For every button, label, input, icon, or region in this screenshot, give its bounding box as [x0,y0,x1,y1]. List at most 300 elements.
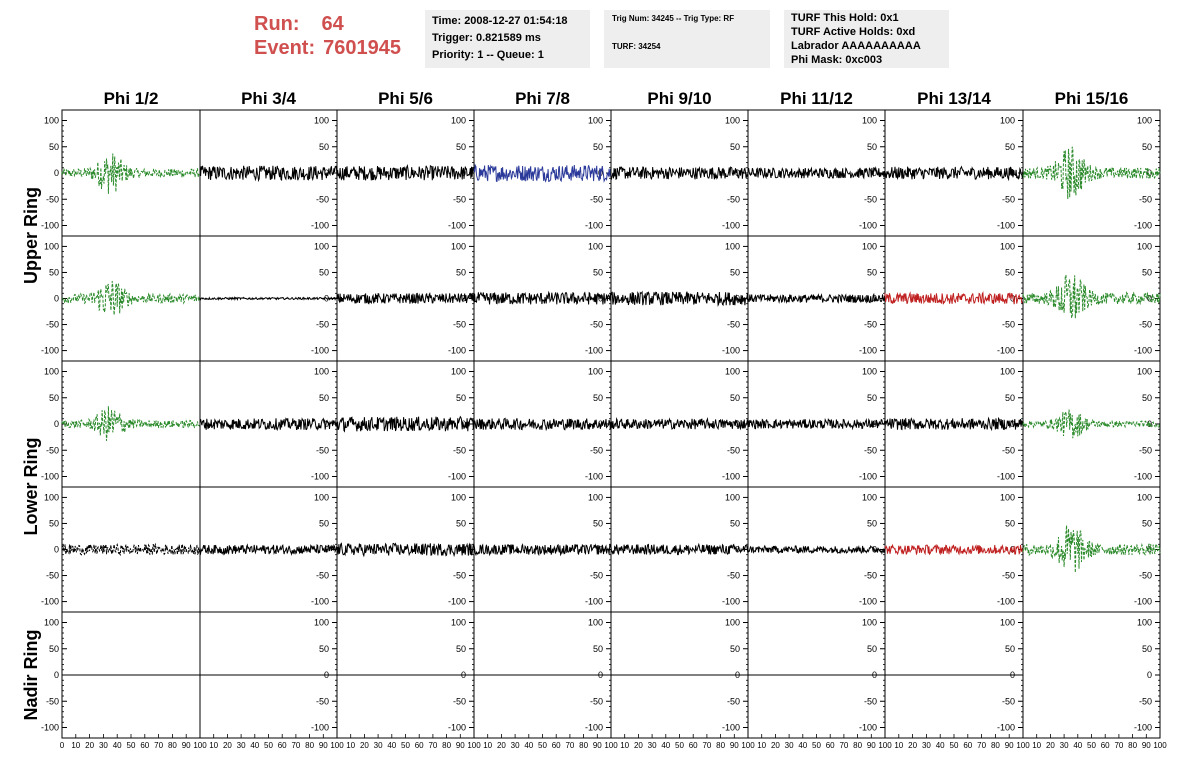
y-tick-label: 100 [313,115,329,126]
y-tick-label: 50 [592,643,603,654]
waveform-trace [611,544,748,554]
y-tick-label: -100 [447,596,466,607]
y-tick-label: 0 [1009,544,1015,555]
y-tick-label: 0 [323,293,329,304]
y-tick-label: 0 [53,168,59,178]
y-tick-label: 100 [43,115,59,126]
y-tick-label: 50 [866,267,877,278]
y-tick-label: 0 [734,670,740,680]
y-tick-label: 0 [460,544,466,555]
y-tick-label: 0 [734,168,740,178]
y-tick-label: 50 [48,141,59,152]
x-tick-label: 40 [935,741,945,750]
y-tick-label: -100 [40,220,59,231]
waveform-trace [885,293,1023,304]
x-tick-label: 40 [250,741,260,750]
y-tick-label: 50 [48,267,59,278]
y-tick-label: -100 [1133,471,1152,482]
trig-num-text: Trig Num: 34245 -- Trig Type: RF [612,14,735,23]
y-tick-label: -100 [310,220,329,231]
y-tick-label: 100 [999,115,1015,126]
time-text: Time: 2008-12-27 01:54:18 [432,15,568,27]
y-tick-label: 50 [1141,267,1152,278]
ring-label: Lower Ring [21,437,41,536]
y-tick-label: -50 [863,319,877,330]
y-tick-label: -50 [452,194,466,205]
waveform-trace [337,166,474,181]
x-tick-label: 40 [798,741,808,750]
y-tick-label: 100 [450,492,466,503]
y-tick-label: 50 [729,141,740,152]
y-tick-label: 50 [455,643,466,654]
x-tick-label: 20 [633,741,643,750]
turf-hold-text: TURF This Hold: 0x1 [791,12,899,24]
x-tick-label: 70 [565,741,575,750]
y-tick-label: -100 [584,596,603,607]
y-tick-label: 100 [861,617,877,628]
waveform-trace [200,298,337,300]
waveform-trace [1023,147,1160,199]
y-tick-label: 0 [1146,670,1152,680]
y-tick-label: -50 [589,445,603,456]
x-tick-label: 30 [510,741,520,750]
x-tick-label: 10 [620,741,630,750]
x-tick-label: 20 [359,741,369,750]
x-tick-label: 60 [963,741,973,750]
y-tick-label: -100 [40,596,59,607]
waveform-trace [1023,525,1160,572]
y-tick-label: 0 [871,293,877,304]
x-tick-label: 40 [387,741,397,750]
column-header: Phi 15/16 [1054,89,1129,108]
x-tick-label: 90 [729,741,739,750]
y-tick-label: -50 [1001,570,1015,581]
y-tick-label: 50 [729,643,740,654]
y-tick-label: -50 [589,319,603,330]
x-tick-label: 30 [373,741,383,750]
y-tick-label: 0 [1146,293,1152,304]
x-tick-label: 70 [1114,741,1124,750]
y-tick-label: -100 [721,596,740,607]
y-tick-label: 50 [455,267,466,278]
y-tick-label: -50 [45,445,59,456]
x-tick-label: 60 [825,741,835,750]
y-tick-label: -100 [310,722,329,733]
y-tick-label: -100 [447,722,466,733]
x-tick-label: 20 [770,741,780,750]
waveform-trace [748,546,885,553]
y-tick-label: 0 [597,670,603,680]
x-tick-label: 10 [757,741,767,750]
y-tick-label: 100 [587,115,603,126]
y-tick-label: -50 [45,194,59,205]
x-tick-label: 20 [222,741,232,750]
x-tick-label: 50 [1087,741,1096,750]
y-tick-label: 100 [43,492,59,503]
turf-text: TURF: 34254 [612,42,661,51]
y-tick-label: -50 [315,570,329,581]
x-tick-label: 30 [236,741,246,750]
trigger-text: Trigger: 0.821589 ms [432,32,541,44]
waveform-trace [62,281,200,315]
y-tick-label: 50 [1004,392,1015,403]
y-tick-label: 0 [1146,168,1152,178]
y-tick-label: -50 [1138,194,1152,205]
y-tick-label: 0 [323,168,329,178]
y-tick-label: -100 [310,471,329,482]
x-tick-label: 100 [330,741,344,750]
y-tick-label: 100 [587,492,603,503]
waveform-trace [885,418,1023,430]
x-tick-label: 10 [209,741,219,750]
x-tick-label: 20 [1045,741,1055,750]
y-tick-label: -100 [996,471,1015,482]
waveform-trace [611,167,748,180]
y-tick-label: 100 [1136,115,1152,126]
waveform-trace [62,544,200,554]
x-tick-label: 100 [878,741,892,750]
y-tick-label: -100 [996,596,1015,607]
waveform-trace [474,544,611,554]
waveform-trace [611,419,748,429]
y-tick-label: -100 [721,471,740,482]
x-tick-label: 80 [853,741,863,750]
y-tick-label: -100 [447,220,466,231]
x-tick-label: 100 [1153,741,1167,750]
y-tick-label: 100 [861,366,877,377]
y-tick-label: 0 [1009,419,1015,429]
y-tick-label: 0 [323,670,329,680]
y-tick-label: 50 [455,392,466,403]
y-tick-label: -100 [996,220,1015,231]
y-tick-label: 50 [318,141,329,152]
y-tick-label: -50 [315,696,329,707]
waveform-trace [1023,410,1160,439]
y-tick-label: 50 [1141,518,1152,529]
y-tick-label: 0 [1146,419,1152,429]
y-tick-label: 50 [866,643,877,654]
y-tick-label: 0 [597,544,603,555]
y-tick-label: 50 [1004,518,1015,529]
y-tick-label: -100 [721,345,740,356]
y-tick-label: 100 [1136,492,1152,503]
y-tick-label: 0 [871,670,877,680]
x-tick-label: 60 [1100,741,1110,750]
priority-text: Priority: 1 -- Queue: 1 [432,49,544,61]
x-tick-label: 100 [193,741,207,750]
y-tick-label: -100 [447,471,466,482]
y-tick-label: -100 [721,220,740,231]
y-tick-label: 100 [999,492,1015,503]
y-tick-label: 0 [734,293,740,304]
x-tick-label: 30 [98,741,108,750]
x-tick-label: 30 [784,741,794,750]
column-header: Phi 9/10 [647,89,712,108]
y-tick-label: -100 [1133,345,1152,356]
y-tick-label: 100 [861,241,877,252]
y-tick-label: 50 [866,518,877,529]
x-tick-label: 80 [305,741,315,750]
y-tick-label: 100 [450,617,466,628]
y-tick-label: -50 [1001,319,1015,330]
x-tick-label: 60 [277,741,287,750]
y-tick-label: -50 [1138,445,1152,456]
y-tick-label: -50 [45,696,59,707]
y-tick-label: 50 [729,267,740,278]
phi-mask-text: Phi Mask: 0xc003 [791,54,883,66]
x-tick-label: 70 [839,741,849,750]
y-tick-label: -50 [452,696,466,707]
y-tick-label: -100 [858,220,877,231]
ring-label: Upper Ring [21,187,41,284]
x-tick-label: 20 [908,741,918,750]
y-tick-label: 0 [53,544,59,555]
y-tick-label: 0 [734,544,740,555]
waveform-trace [1023,275,1160,318]
y-tick-label: 0 [323,544,329,555]
x-tick-label: 90 [1004,741,1014,750]
x-tick-label: 30 [1059,741,1069,750]
y-tick-label: 100 [999,241,1015,252]
y-tick-label: 50 [318,643,329,654]
y-tick-label: 100 [43,241,59,252]
y-tick-label: -100 [310,345,329,356]
y-tick-label: -100 [310,596,329,607]
y-tick-label: 0 [460,168,466,178]
y-tick-label: 50 [48,643,59,654]
x-tick-label: 60 [140,741,150,750]
y-tick-label: -50 [315,445,329,456]
x-tick-label: 100 [467,741,481,750]
x-tick-label: 80 [579,741,589,750]
y-tick-label: 0 [323,419,329,429]
y-tick-label: -50 [726,319,740,330]
y-tick-label: 100 [587,241,603,252]
x-tick-label: 100 [1016,741,1030,750]
y-tick-label: 0 [1009,293,1015,304]
y-tick-label: 50 [1141,141,1152,152]
x-tick-label: 100 [741,741,755,750]
x-tick-label: 10 [894,741,904,750]
y-tick-label: -100 [858,722,877,733]
y-tick-label: 100 [1136,366,1152,377]
y-tick-label: 100 [724,241,740,252]
x-tick-label: 50 [538,741,547,750]
y-tick-label: -50 [863,445,877,456]
y-tick-label: 50 [318,518,329,529]
y-tick-label: 100 [724,492,740,503]
x-tick-label: 90 [181,741,191,750]
x-tick-label: 90 [592,741,602,750]
waveform-trace [748,294,885,302]
y-tick-label: 0 [1009,670,1015,680]
y-tick-label: 0 [871,544,877,555]
y-tick-label: 0 [460,419,466,429]
x-tick-label: 80 [716,741,726,750]
y-tick-label: -100 [447,345,466,356]
column-header: Phi 13/14 [917,89,991,108]
waveform-trace [748,419,885,428]
y-tick-label: 100 [450,115,466,126]
y-tick-label: -100 [996,345,1015,356]
waveform-trace [885,167,1023,180]
y-tick-label: -50 [1138,319,1152,330]
y-tick-label: -50 [45,319,59,330]
labrador-text: Labrador AAAAAAAAAA [791,40,921,52]
y-tick-label: 100 [43,366,59,377]
y-tick-label: 0 [871,168,877,178]
y-tick-label: -50 [1001,696,1015,707]
x-tick-label: 80 [1128,741,1138,750]
waveform-trace [62,154,200,194]
y-tick-label: 50 [455,141,466,152]
y-tick-label: 0 [871,419,877,429]
waveform-trace [474,292,611,304]
x-tick-label: 40 [661,741,671,750]
x-tick-label: 80 [990,741,1000,750]
y-tick-label: -100 [584,220,603,231]
y-tick-label: 0 [1009,168,1015,178]
y-tick-label: -100 [1133,722,1152,733]
x-tick-label: 90 [318,741,328,750]
waveform-trace [474,418,611,430]
y-tick-label: -50 [589,570,603,581]
column-header: Phi 5/6 [378,89,433,108]
x-tick-label: 80 [167,741,177,750]
x-tick-label: 30 [921,741,931,750]
y-tick-label: -50 [726,696,740,707]
waveform-trace [611,292,748,306]
y-tick-label: -50 [1001,194,1015,205]
event-value: 7601945 [323,37,401,59]
waveform-trace [474,165,611,181]
y-tick-label: -50 [863,194,877,205]
y-tick-label: -50 [726,194,740,205]
y-tick-label: -100 [858,471,877,482]
y-tick-label: 100 [313,241,329,252]
y-tick-label: -50 [1001,445,1015,456]
x-tick-label: 40 [112,741,122,750]
y-tick-label: -50 [589,696,603,707]
x-tick-label: 50 [401,741,410,750]
x-tick-label: 50 [949,741,959,750]
y-tick-label: -50 [863,696,877,707]
y-tick-label: -50 [863,570,877,581]
y-tick-label: 0 [53,293,59,304]
y-tick-label: 100 [724,115,740,126]
y-tick-label: -50 [45,570,59,581]
y-tick-label: 100 [724,617,740,628]
y-tick-label: 50 [866,392,877,403]
ring-label: Nadir Ring [21,629,41,721]
y-tick-label: 0 [597,419,603,429]
x-tick-label: 50 [675,741,684,750]
y-tick-label: 100 [1136,241,1152,252]
y-tick-label: -50 [452,445,466,456]
y-tick-label: 50 [1004,643,1015,654]
x-tick-label: 90 [455,741,465,750]
y-tick-label: 100 [861,115,877,126]
column-header: Phi 11/12 [780,89,853,108]
waveform-trace [337,543,474,555]
x-tick-label: 70 [428,741,438,750]
y-tick-label: 0 [460,293,466,304]
y-tick-label: -100 [858,345,877,356]
x-tick-label: 60 [688,741,698,750]
y-tick-label: 50 [1141,643,1152,654]
waveform-trace [200,166,337,181]
y-tick-label: -50 [315,319,329,330]
y-tick-label: 50 [1141,392,1152,403]
y-tick-label: 50 [592,392,603,403]
y-tick-label: 100 [587,366,603,377]
y-tick-label: -100 [40,345,59,356]
y-tick-label: 50 [318,267,329,278]
x-tick-label: 70 [702,741,712,750]
y-tick-label: -50 [726,445,740,456]
y-tick-label: 100 [313,492,329,503]
y-tick-label: 50 [48,392,59,403]
x-tick-label: 80 [442,741,452,750]
y-tick-label: -100 [40,722,59,733]
y-tick-label: -50 [452,319,466,330]
y-tick-label: 50 [592,518,603,529]
y-tick-label: -100 [584,471,603,482]
waveform-trace [200,545,337,554]
x-tick-label: 10 [346,741,356,750]
y-tick-label: 50 [592,267,603,278]
x-tick-label: 70 [291,741,301,750]
y-tick-label: -50 [1138,570,1152,581]
y-tick-label: 100 [1136,617,1152,628]
x-tick-label: 60 [414,741,424,750]
waveform-trace [748,168,885,178]
y-tick-label: 50 [729,518,740,529]
y-tick-label: 100 [43,617,59,628]
y-tick-label: 0 [53,419,59,429]
y-tick-label: -50 [315,194,329,205]
waveform-trace [337,293,474,303]
y-tick-label: 0 [53,670,59,680]
run-value: 64 [321,13,344,35]
x-tick-label: 70 [154,741,164,750]
waveform-panel-frame [1023,612,1160,738]
column-header: Phi 7/8 [515,89,570,108]
y-tick-label: 50 [592,141,603,152]
waveform-trace [200,418,337,430]
y-tick-label: -50 [1138,696,1152,707]
run-label: Run: [254,13,300,35]
y-tick-label: 100 [450,366,466,377]
y-tick-label: -50 [589,194,603,205]
x-tick-label: 70 [977,741,987,750]
y-tick-label: 0 [597,168,603,178]
y-tick-label: -100 [584,345,603,356]
y-tick-label: 50 [729,392,740,403]
column-header: Phi 1/2 [103,89,159,108]
y-tick-label: -100 [584,722,603,733]
y-tick-label: 100 [313,617,329,628]
x-tick-label: 90 [866,741,876,750]
x-tick-label: 40 [524,741,534,750]
y-tick-label: -100 [1133,596,1152,607]
waveform-trace [337,417,474,432]
y-tick-label: -100 [996,722,1015,733]
y-tick-label: -100 [40,471,59,482]
x-tick-label: 50 [264,741,273,750]
y-tick-label: 0 [734,419,740,429]
x-tick-label: 10 [483,741,493,750]
